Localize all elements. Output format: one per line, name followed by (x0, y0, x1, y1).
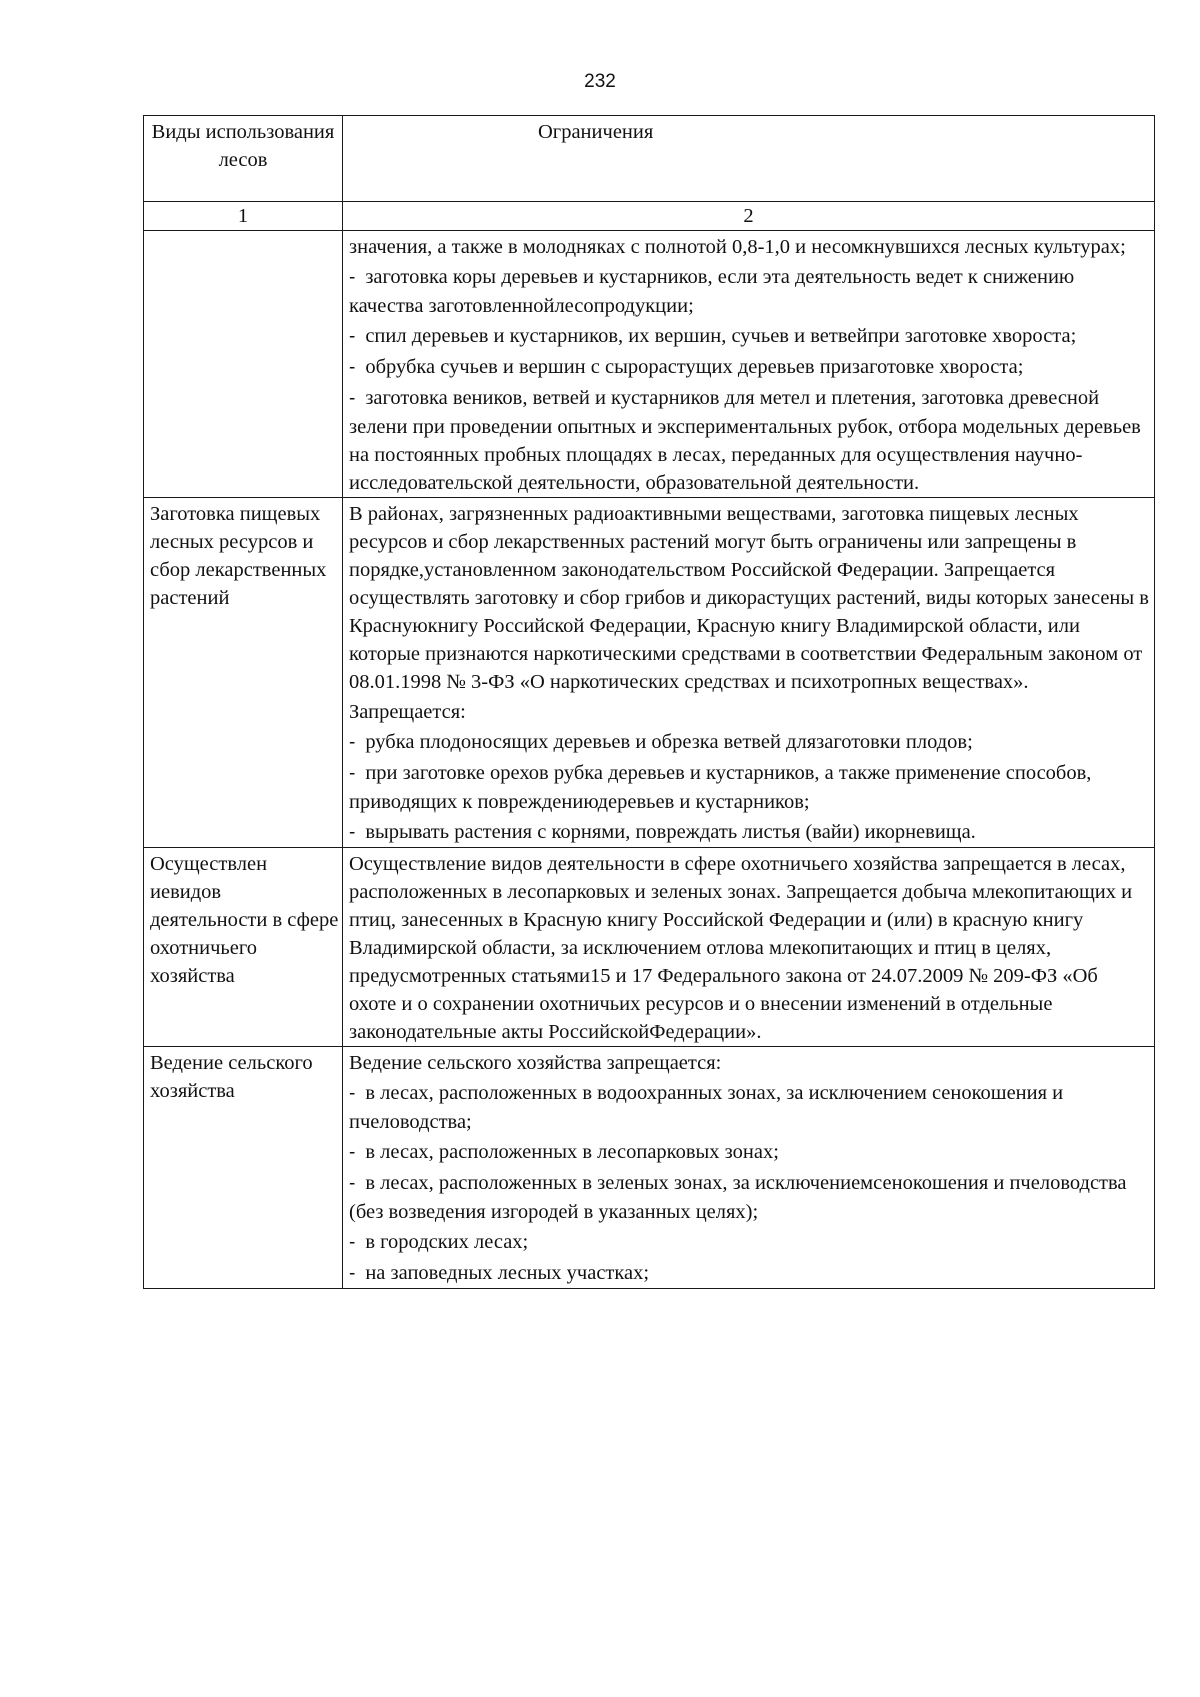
dash-bullet: - (349, 1173, 356, 1194)
restriction-text: Осуществление видов деятельности в сфере охотничьего хозяйства запрещается в лесах, расположенных в лесопарковых и зеленых зонах. Запрещается добыча млекопитающих и птиц, занесенных в Красную книгу Российской Федерации и (или) в красную книгу Владимирской области, за исключением отлова млекопитающих и птиц в целях, предусмотренных статьями15 и 17 Федерального закона от 24.07.2009 № 209-ФЗ «Об охоте и о сохранении охотничьих ресурсов и о внесении изменений в отдельные законодательные акты РоссийскойФедерации». (349, 853, 1133, 1043)
restriction-text: при заготовке орехов рубка деревьев и кустарников, а также применение способов, приводящих к повреждениюдеревьев и кустарников; (349, 762, 1092, 813)
restrictions-table (143, 115, 1155, 1289)
restrictions-cell (343, 498, 1155, 848)
header-restrictions (343, 116, 1155, 202)
header-col2-text: Ограничения (538, 121, 654, 143)
forest-use-type-cell (144, 231, 343, 498)
restriction-list-item (349, 1259, 1150, 1288)
restriction-text: вырывать растения с корнями, повреждать листья (вайи) икорневища. (365, 821, 976, 843)
restriction-text: заготовка веников, ветвей и кустарников для метел и плетения, заготовка древесной зелени при проведении опытных и экспериментальных рубок, отбора модельных деревьев на постоянных пробных площадях в лесах, переданных для осуществления научно-исследовательской деятельности, образовательной деятельности. (349, 387, 1141, 494)
table-row (144, 848, 1155, 1047)
restriction-paragraph (349, 233, 1150, 261)
forest-use-type: Ведение сельского хозяйства (150, 1052, 313, 1102)
restriction-list-item (349, 263, 1150, 320)
forest-use-type-cell (144, 848, 343, 1047)
restriction-text: рубка плодоносящих деревьев и обрезка ветвей длязаготовки плодов; (365, 731, 973, 753)
restriction-list-item (349, 1169, 1150, 1226)
table-header-row (144, 116, 1155, 202)
restriction-paragraph (349, 1049, 1150, 1077)
page-number: 232 (584, 71, 616, 92)
dash-bullet: - (349, 357, 356, 378)
restrictions-cell (343, 1047, 1155, 1289)
restriction-list-item (349, 1138, 1150, 1167)
dash-bullet: - (349, 326, 356, 347)
dash-bullet: - (349, 1263, 356, 1284)
table-row (144, 498, 1155, 848)
restriction-list-item (349, 1228, 1150, 1257)
restriction-text: Ведение сельского хозяйства запрещается: (349, 1052, 722, 1074)
table-row (144, 1047, 1155, 1289)
dash-bullet: - (349, 763, 356, 784)
restriction-text: обрубка сучьев и вершин с сырорастущих деревьев призаготовке хвороста; (365, 356, 1024, 378)
restriction-list-item (349, 353, 1150, 382)
forest-use-type-cell (144, 1047, 343, 1289)
restriction-text: в лесах, расположенных в лесопарковых зонах; (365, 1141, 779, 1163)
restriction-text: в лесах, расположенных в зеленых зонах, за исключениемсенокошения и пчеловодства (без возведения изгородей в указанных целях); (349, 1172, 1127, 1223)
column-number-1: 1 (144, 202, 343, 231)
forest-use-type-cell (144, 498, 343, 848)
restrictions-cell (343, 231, 1155, 498)
restriction-text: значения, а также в молодняках с полнотой 0,8-1,0 и несомкнувшихся лесных культурах; (349, 236, 1126, 258)
restriction-text: спил деревьев и кустарников, их вершин, сучьев и ветвейпри заготовке хвороста; (365, 325, 1077, 347)
restriction-paragraph (349, 698, 1150, 726)
restriction-text: на заповедных лесных участках; (365, 1262, 650, 1284)
restriction-paragraph (349, 500, 1150, 696)
table-row (144, 231, 1155, 498)
restriction-list-item (349, 1079, 1150, 1136)
restriction-text: в городских лесах; (365, 1231, 529, 1253)
dash-bullet: - (349, 732, 356, 753)
restriction-paragraph (349, 850, 1150, 1046)
restriction-text: Запрещается: (349, 701, 466, 723)
table-body (144, 231, 1155, 1289)
dash-bullet: - (349, 1083, 356, 1104)
restriction-list-item (349, 322, 1150, 351)
restrictions-cell (343, 848, 1155, 1047)
forest-use-type: Заготовка пищевых лесных ресурсов и сбор лекарственных растений (150, 503, 327, 609)
restriction-text: В районах, загрязненных радиоактивными веществами, заготовка пищевых лесных ресурсов и сбор лекарственных растений могут быть ограничены или запрещены в порядке,установленном законодательством Российской Федерации. Запрещается осуществлять заготовку и сбор грибов и дикорастущих растений, виды которых занесены в Краснуюкнигу Российской Федерации, Красную книгу Владимирской области, или которые признаются наркотическими средствами в соответствии Федеральным законом от 08.01.1998 № 3-ФЗ «О наркотических средствах и психотропных веществах». (349, 503, 1149, 693)
restriction-list-item (349, 728, 1150, 757)
restriction-list-item (349, 818, 1150, 847)
dash-bullet: - (349, 388, 356, 409)
restriction-list-item (349, 759, 1150, 816)
column-number-2: 2 (343, 202, 1155, 231)
dash-bullet: - (349, 267, 356, 288)
dash-bullet: - (349, 1232, 356, 1253)
dash-bullet: - (349, 1142, 356, 1163)
header-col1-text: Виды использования лесов (151, 121, 335, 171)
restriction-list-item (349, 384, 1150, 497)
forest-use-type: Осуществлен иевидов деятельности в сфере охотничьего хозяйства (150, 853, 339, 987)
column-numbering-row (144, 202, 1155, 231)
header-forest-use-types (144, 116, 343, 202)
restriction-text: заготовка коры деревьев и кустарников, если эта деятельность ведет к снижению качества заготовленнойлесопродукции; (349, 266, 1075, 317)
restriction-text: в лесах, расположенных в водоохранных зонах, за исключением сенокошения и пчеловодства; (349, 1082, 1064, 1133)
dash-bullet: - (349, 822, 356, 843)
